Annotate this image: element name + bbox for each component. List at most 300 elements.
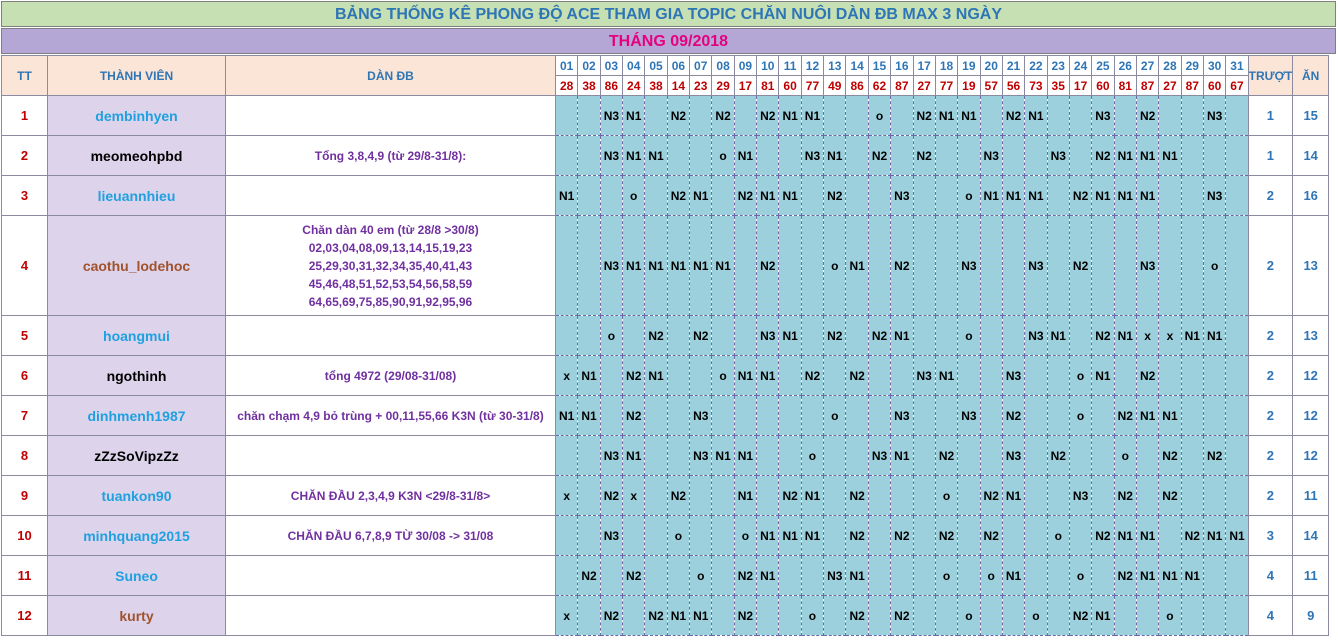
day-cell: N1 [734,356,756,396]
day-cell: N2 [779,476,801,516]
day-cell [1047,476,1069,516]
day-cell [801,316,823,356]
day-cell [913,176,935,216]
day-cell [1226,396,1248,436]
member-name[interactable]: Suneo [48,556,226,596]
an-count: 15 [1293,96,1329,136]
day-cell: N1 [690,216,712,316]
day-cell: N1 [824,136,846,176]
truot-count: 1 [1248,96,1293,136]
day-cell: N1 [556,176,578,216]
day-cell: N1 [1025,176,1047,216]
member-name[interactable]: dembinhyen [48,96,226,136]
day-cell [779,596,801,636]
day-cell: N3 [600,136,622,176]
header-day: 09 [734,56,756,76]
day-cell [1136,596,1158,636]
day-cell: o [600,316,622,356]
header-day: 11 [779,56,801,76]
day-cell: N1 [891,436,913,476]
day-cell: N1 [734,436,756,476]
day-cell [578,216,600,316]
member-name[interactable]: hoangmui [48,316,226,356]
day-cell: N1 [891,316,913,356]
header-result: 29 [712,76,734,96]
day-cell: N1 [779,316,801,356]
member-name[interactable]: dinhmenh1987 [48,396,226,436]
day-cell [935,316,957,356]
header-day: 31 [1226,56,1248,76]
day-cell [556,96,578,136]
day-cell: N3 [1025,316,1047,356]
day-cell [690,356,712,396]
dan-cell [226,136,556,176]
day-cell: N2 [1069,176,1091,216]
day-cell [824,436,846,476]
an-count: 14 [1293,136,1329,176]
day-cell [824,356,846,396]
member-name[interactable]: caothu_lodehoc [48,216,226,316]
day-cell [1092,556,1114,596]
day-cell [757,436,779,476]
day-cell: N1 [667,216,689,316]
dan-line: CHĂN ĐẦU 6,7,8,9 TỪ 30/08 -> 31/08 [287,528,494,543]
day-cell: N1 [935,356,957,396]
truot-count: 2 [1248,216,1293,316]
day-cell [891,136,913,176]
day-cell: N2 [891,596,913,636]
day-cell [1002,216,1024,316]
day-cell [712,516,734,556]
header-result: 87 [891,76,913,96]
day-cell: N2 [935,436,957,476]
day-cell [757,396,779,436]
header-day: 16 [891,56,913,76]
day-cell: N1 [712,216,734,316]
dan-line: CHĂN ĐẦU 2,3,4,9 K3N <29/8-31/8> [290,488,491,503]
day-cell [1114,356,1136,396]
table-row [2,96,1329,136]
day-cell [667,316,689,356]
dan-cell [226,216,556,316]
header-day: 25 [1092,56,1114,76]
day-cell: o [623,176,645,216]
header-result: 27 [1159,76,1181,96]
day-cell: N2 [600,476,622,516]
day-cell: N1 [623,96,645,136]
day-cell [1203,556,1225,596]
member-name[interactable]: minhquang2015 [48,516,226,556]
day-cell [891,96,913,136]
header-result: 49 [824,76,846,96]
day-cell: N2 [1114,396,1136,436]
day-cell [712,476,734,516]
day-cell [913,516,935,556]
day-cell: x [556,356,578,396]
day-cell: N2 [1114,476,1136,516]
day-cell [623,516,645,556]
row-number: 9 [2,476,48,516]
day-cell: N1 [690,596,712,636]
day-cell [1092,216,1114,316]
day-cell [824,476,846,516]
day-cell [1069,136,1091,176]
header-member: THÀNH VIÊN [48,56,226,96]
day-cell [690,136,712,176]
day-cell: N2 [623,356,645,396]
day-cell [1181,396,1203,436]
day-cell [868,216,890,316]
day-cell: N3 [868,436,890,476]
day-cell [1002,136,1024,176]
day-cell: N2 [1159,476,1181,516]
day-cell [1047,216,1069,316]
day-cell: N1 [1181,556,1203,596]
day-cell [578,516,600,556]
day-cell [846,176,868,216]
header-day: 15 [868,56,890,76]
day-cell: N2 [913,96,935,136]
day-cell: o [1025,596,1047,636]
day-cell: o [824,396,846,436]
day-cell [600,396,622,436]
member-name[interactable]: tuankon90 [48,476,226,516]
day-cell [645,436,667,476]
day-cell [1047,176,1069,216]
table-row [2,436,1329,476]
day-cell: N1 [779,516,801,556]
day-cell [1159,516,1181,556]
day-cell [1203,596,1225,636]
day-cell [868,556,890,596]
day-cell: N3 [600,516,622,556]
day-cell: N2 [935,516,957,556]
day-cell [958,556,980,596]
dan-line: chăn chạm 4,9 bỏ trùng + 00,11,55,66 K3N (từ 30-31/8) [237,408,544,423]
day-cell [980,356,1002,396]
row-number: 4 [2,216,48,316]
day-cell [1025,136,1047,176]
table-row [2,596,1329,636]
day-cell [846,136,868,176]
header-result: 23 [690,76,712,96]
row-number: 7 [2,396,48,436]
day-cell: N2 [913,136,935,176]
day-cell: N1 [645,136,667,176]
day-cell [1025,556,1047,596]
day-cell: o [1069,396,1091,436]
day-cell [958,436,980,476]
day-cell [1226,316,1248,356]
member-name[interactable]: lieuannhieu [48,176,226,216]
day-cell: x [1136,316,1158,356]
header-day: 19 [958,56,980,76]
day-cell [1226,216,1248,316]
day-cell [1203,396,1225,436]
day-cell: N2 [1047,436,1069,476]
day-cell: N2 [1203,436,1225,476]
day-cell: N1 [578,396,600,436]
day-cell: N1 [1203,316,1225,356]
header-result: 60 [1092,76,1114,96]
day-cell [623,596,645,636]
member-name[interactable]: ngothinh [48,356,226,396]
day-cell [1002,316,1024,356]
day-cell [958,356,980,396]
day-cell: N3 [1002,436,1024,476]
day-cell [1226,596,1248,636]
header-result: 17 [734,76,756,96]
day-cell [712,316,734,356]
day-cell: o [667,516,689,556]
day-cell [1069,516,1091,556]
an-count: 13 [1293,216,1329,316]
day-cell: N1 [1092,176,1114,216]
day-cell [846,436,868,476]
day-cell [712,556,734,596]
day-cell: N1 [1092,356,1114,396]
day-cell: o [935,476,957,516]
day-cell: N1 [757,556,779,596]
day-cell [712,176,734,216]
day-cell [667,436,689,476]
day-cell [690,476,712,516]
day-cell: N2 [824,316,846,356]
header-day: 07 [690,56,712,76]
day-cell: N3 [824,556,846,596]
day-cell [1181,356,1203,396]
day-cell: N2 [980,476,1002,516]
day-cell: x [556,476,578,516]
header-result: 60 [779,76,801,96]
day-cell [913,476,935,516]
day-cell [980,596,1002,636]
day-cell: N1 [1136,396,1158,436]
day-cell [667,556,689,596]
header-result: 87 [1136,76,1158,96]
day-cell: N1 [734,476,756,516]
truot-count: 3 [1248,516,1293,556]
day-cell: N2 [846,516,868,556]
day-cell [980,396,1002,436]
day-cell [645,396,667,436]
day-cell: N1 [623,216,645,316]
day-cell [1226,136,1248,176]
header-result: 38 [578,76,600,96]
an-count: 13 [1293,316,1329,356]
header-tt: TT [2,56,48,96]
row-number: 2 [2,136,48,176]
day-cell [779,556,801,596]
day-cell [645,476,667,516]
day-cell [712,396,734,436]
truot-count: 2 [1248,176,1293,216]
day-cell: N3 [1025,216,1047,316]
row-number: 12 [2,596,48,636]
day-cell [1226,476,1248,516]
dan-line: 45,46,48,51,52,53,54,56,58,59 [308,276,473,291]
header-result: 24 [623,76,645,96]
header-result: 86 [600,76,622,96]
day-cell: N1 [1159,136,1181,176]
day-cell: N1 [1226,516,1248,556]
day-cell: N2 [690,316,712,356]
day-cell [801,396,823,436]
member-name[interactable]: zZzSoVipzZz [48,436,226,476]
day-cell [556,516,578,556]
dan-cell [226,516,556,556]
day-cell [801,556,823,596]
day-cell [935,136,957,176]
dan-line: 02,03,04,08,09,13,14,15,19,23 [308,240,473,255]
day-cell [578,176,600,216]
truot-count: 2 [1248,356,1293,396]
day-cell [1226,96,1248,136]
day-cell: o [1047,516,1069,556]
day-cell: o [1069,356,1091,396]
day-cell [868,396,890,436]
day-cell [824,96,846,136]
header-day: 03 [600,56,622,76]
header-day: 18 [935,56,957,76]
day-cell: N1 [623,136,645,176]
header-result: 17 [1069,76,1091,96]
day-cell [578,316,600,356]
day-cell [734,396,756,436]
day-cell [1159,176,1181,216]
day-cell: N2 [846,356,868,396]
day-cell [1226,556,1248,596]
day-cell [1025,356,1047,396]
day-cell [556,436,578,476]
header-day: 27 [1136,56,1158,76]
header-result: 86 [846,76,868,96]
table-row [2,176,1329,216]
day-cell: N1 [1114,316,1136,356]
day-cell [891,556,913,596]
day-cell [1092,476,1114,516]
day-cell: N1 [623,436,645,476]
an-count: 9 [1293,596,1329,636]
header-result: 60 [1203,76,1225,96]
day-cell [868,516,890,556]
day-cell: N2 [600,596,622,636]
day-cell: N1 [556,396,578,436]
header-day: 01 [556,56,578,76]
truot-count: 4 [1248,556,1293,596]
day-cell [1025,436,1047,476]
day-cell: N1 [1114,136,1136,176]
day-cell: N1 [1203,516,1225,556]
day-cell: N2 [801,356,823,396]
day-cell [935,396,957,436]
an-count: 12 [1293,356,1329,396]
day-cell [1114,216,1136,316]
day-cell [757,596,779,636]
day-cell [958,136,980,176]
day-cell [779,136,801,176]
day-cell [1181,436,1203,476]
day-cell: N1 [1159,556,1181,596]
day-cell: N2 [712,96,734,136]
day-cell: N1 [1136,516,1158,556]
truot-count: 4 [1248,596,1293,636]
day-cell: N1 [1002,556,1024,596]
day-cell: N2 [868,136,890,176]
header-day: 28 [1159,56,1181,76]
month-banner: THÁNG 09/2018 [1,28,1336,54]
member-name[interactable]: kurty [48,596,226,636]
day-cell [600,356,622,396]
day-cell: N2 [667,96,689,136]
day-cell [913,316,935,356]
day-cell: N1 [1114,176,1136,216]
dan-line: Chăn dàn 40 em (từ 28/8 >30/8) [302,222,479,237]
day-cell [1181,136,1203,176]
day-cell [1047,556,1069,596]
day-cell: N3 [757,316,779,356]
header-result: 28 [556,76,578,96]
day-cell [824,516,846,556]
truot-count: 2 [1248,436,1293,476]
day-cell: N1 [1047,316,1069,356]
day-cell [1181,476,1203,516]
day-cell: N2 [891,216,913,316]
day-cell: N1 [1092,596,1114,636]
header-result: 57 [980,76,1002,96]
day-cell: N1 [712,436,734,476]
day-cell: N3 [1136,216,1158,316]
header-result: 14 [667,76,689,96]
day-cell: N1 [980,176,1002,216]
an-count: 11 [1293,556,1329,596]
header-day: 08 [712,56,734,76]
day-cell [779,396,801,436]
an-count: 12 [1293,396,1329,436]
day-cell: N1 [1002,476,1024,516]
day-cell [1047,96,1069,136]
day-cell [1092,436,1114,476]
dan-line: Tổng 3,8,4,9 (từ 29/8-31/8): [314,148,467,163]
dan-cell [226,356,556,396]
day-cell: N3 [1203,176,1225,216]
day-cell [1136,476,1158,516]
header-day: 26 [1114,56,1136,76]
header-day: 06 [667,56,689,76]
header-result: 35 [1047,76,1069,96]
day-cell [1047,356,1069,396]
day-cell: N3 [600,96,622,136]
day-cell: N2 [1136,356,1158,396]
day-cell [578,96,600,136]
day-cell: N1 [757,176,779,216]
day-cell [1092,396,1114,436]
day-cell [868,176,890,216]
header-result: 81 [757,76,779,96]
header-day: 05 [645,56,667,76]
day-cell [667,136,689,176]
day-cell: N2 [645,316,667,356]
header-day: 24 [1069,56,1091,76]
day-cell: N1 [801,96,823,136]
day-cell [1203,356,1225,396]
day-cell: N3 [1069,476,1091,516]
day-cell: o [712,136,734,176]
day-cell: N1 [757,516,779,556]
day-cell: N2 [1002,96,1024,136]
day-cell [1069,436,1091,476]
member-name[interactable]: meomeohpbd [48,136,226,176]
